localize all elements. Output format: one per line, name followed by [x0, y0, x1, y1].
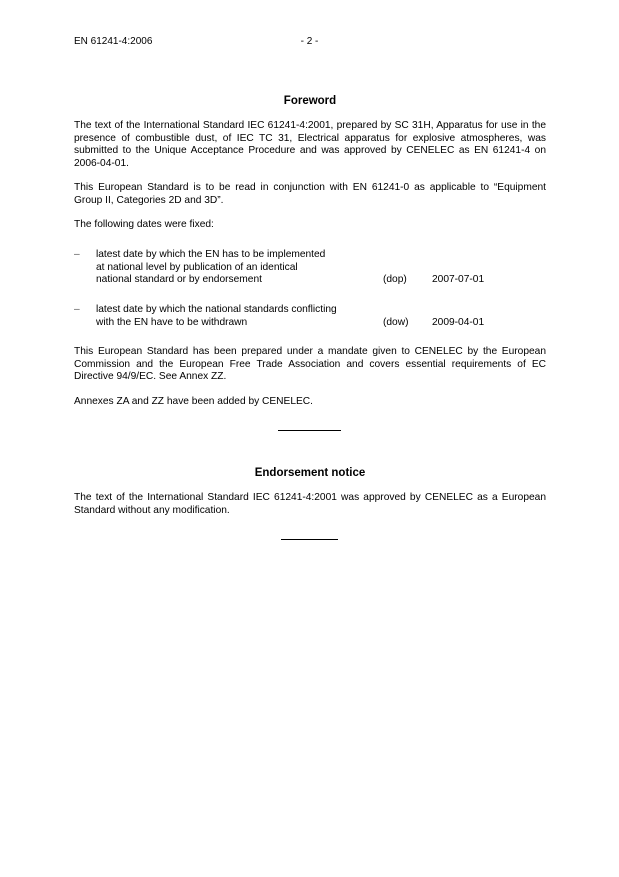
endorsement-paragraph: The text of the International Standard IEC 61241-4:2001 was approved by CENELEC as a European Standard without any modification.	[74, 492, 546, 516]
date-item-line: latest date by which the EN has to be implemented	[96, 249, 326, 260]
date-abbreviation: (dop)	[383, 274, 407, 285]
page-number: - 2 -	[300, 36, 319, 47]
date-value: 2007-07-01	[432, 274, 485, 285]
date-value: 2009-04-01	[432, 316, 485, 328]
document-id: EN 61241-4:2006	[74, 36, 153, 47]
date-item-line: at national level by publication of an identical	[96, 261, 298, 273]
list-dash: –	[74, 249, 80, 260]
foreword-title: Foreword	[283, 95, 337, 107]
foreword-paragraph-2: This European Standard is to be read in conjunction with EN 61241-0 as applicable to “Equipment Group II, Categories 2D and 3D”.	[74, 182, 546, 206]
date-item-dop	[74, 249, 546, 287]
foreword-paragraph-3: The following dates were fixed:	[74, 219, 214, 230]
date-item-line: national standard or by endorsement	[96, 274, 262, 285]
end-divider	[281, 539, 338, 540]
date-item-line: latest date by which the national standards conflicting	[96, 304, 337, 315]
foreword-paragraph-1: The text of the International Standard IEC 61241-4:2001, prepared by SC 31H, Apparatus for use in the presence of combustible dust, of IEC TC 31, Electrical apparatus for explosive atmospheres, was submitted to the Unique Acceptance Procedure and was approved by CENELEC as EN 61241-4 on 2006-04-01.	[74, 120, 546, 169]
date-item-description	[96, 249, 386, 287]
foreword-paragraph-5: Annexes ZA and ZZ have been added by CENELEC.	[74, 396, 313, 407]
endorsement-title: Endorsement notice	[254, 467, 366, 479]
section-divider	[278, 430, 341, 431]
date-abbreviation: (dow)	[383, 316, 409, 328]
date-item-dow	[74, 304, 546, 329]
list-dash: –	[74, 304, 80, 315]
date-item-description	[96, 304, 386, 329]
date-item-line: with the EN have to be withdrawn	[96, 316, 248, 328]
foreword-paragraph-4: This European Standard has been prepared under a mandate given to CENELEC by the European Commission and the European Free Trade Association and covers essential requirements of EC Directive 94/9/EC. See Annex ZZ.	[74, 346, 546, 382]
